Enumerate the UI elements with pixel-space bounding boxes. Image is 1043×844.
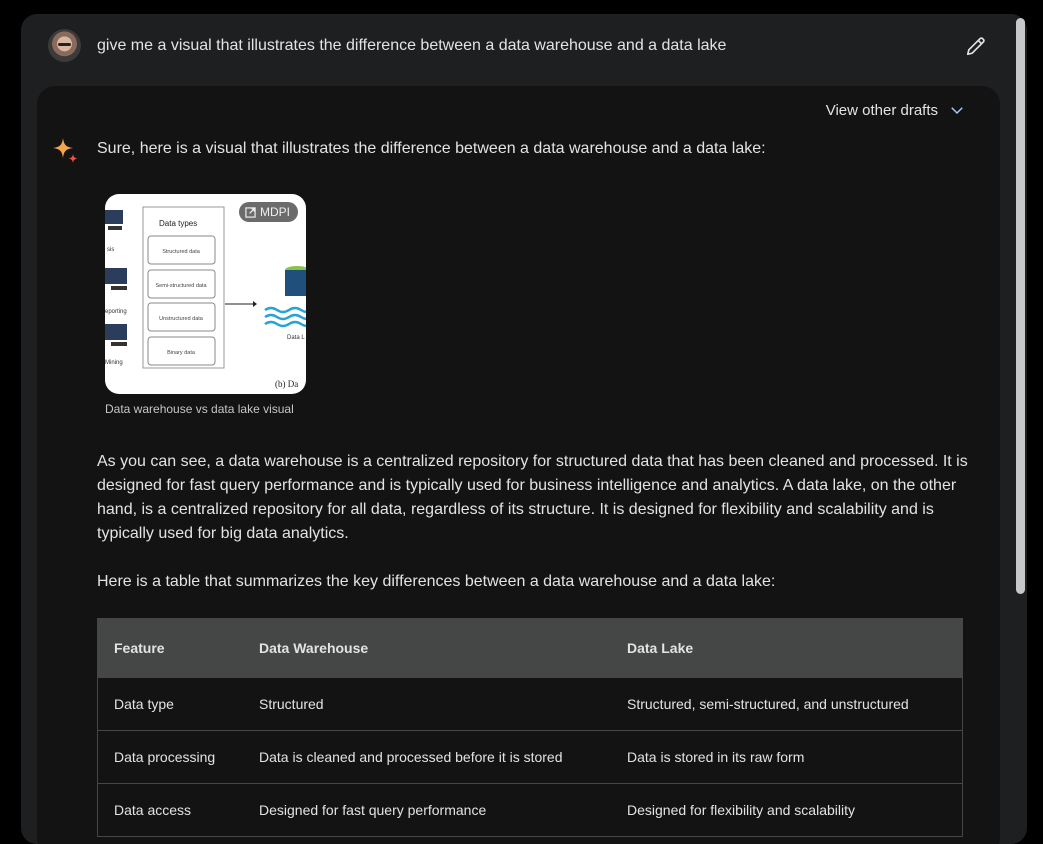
- table-header: Data Lake: [611, 619, 963, 678]
- table-cell: Structured: [243, 678, 611, 731]
- table-cell: Data processing: [98, 731, 244, 784]
- image-caption: Data warehouse vs data lake visual: [105, 402, 294, 416]
- table-cell: Designed for fast query performance: [243, 784, 611, 837]
- table-cell: Designed for flexibility and scalability: [611, 784, 963, 837]
- diagram-box-3: Binary data: [167, 350, 195, 356]
- diagram-image[interactable]: [105, 194, 306, 394]
- response-panel: [37, 86, 1000, 844]
- source-badge-label: MDPI: [260, 205, 290, 219]
- table-cell: Data is cleaned and processed before it is stored: [243, 731, 611, 784]
- table-intro: Here is a table that summarizes the key differences between a data warehouse and a data lake:: [97, 573, 776, 590]
- table-row: [98, 678, 963, 731]
- source-icon: [245, 207, 256, 218]
- table-row: [98, 784, 963, 837]
- drafts-label: View other drafts: [825, 101, 938, 119]
- table-cell: Data type: [98, 678, 244, 731]
- diagram-side-label-0: sis: [107, 247, 115, 253]
- scrollbar[interactable]: [1016, 18, 1025, 594]
- prompt-text: give me a visual that illustrates the difference between a data warehouse and a data lake: [97, 37, 727, 54]
- comparison-table: [97, 618, 963, 837]
- gemini-spark-icon: [51, 136, 81, 166]
- table-header-row: [98, 619, 963, 678]
- diagram-lake-label: Data L: [287, 335, 305, 341]
- table-header: Feature: [98, 619, 244, 678]
- diagram-box-2: Unstructured data: [159, 316, 203, 322]
- explanation-paragraph: As you can see, a data warehouse is a centralized repository for structured data that has been cleaned and processed. It is designed for fast query performance and is typically used for business intelligence and analytics. A data lake, on the other hand, is a centralized repository for all data, regardless of its structure. It is designed for flexibility and scalability and is typically used for big data analytics.: [97, 453, 968, 542]
- edit-pencil-icon[interactable]: [965, 35, 987, 57]
- table-cell: Data is stored in its raw form: [611, 731, 963, 784]
- view-other-drafts-button[interactable]: [826, 101, 966, 119]
- diagram-box-1: Semi-structured data: [155, 283, 207, 289]
- source-badge[interactable]: [239, 202, 298, 222]
- table-header: Data Warehouse: [243, 619, 611, 678]
- diagram-title: Data types: [159, 219, 198, 228]
- diagram-side-label-1: eporting: [105, 309, 127, 315]
- user-avatar[interactable]: [48, 29, 81, 62]
- chat-window: [21, 14, 1027, 844]
- response-intro: Sure, here is a visual that illustrates the difference between a data warehouse and a data lake:: [97, 140, 766, 157]
- chevron-down-icon: [948, 101, 966, 119]
- user-prompt-row: [21, 14, 1027, 80]
- diagram-side-label-2: Mining: [105, 360, 123, 366]
- data-types-diagram: [105, 194, 306, 394]
- diagram-box-0: Structured data: [162, 249, 200, 255]
- diagram-panel-label: (b) Da: [275, 379, 299, 389]
- table-cell: Structured, semi-structured, and unstructured: [611, 678, 963, 731]
- table-cell: Data access: [98, 784, 244, 837]
- table-row: [98, 731, 963, 784]
